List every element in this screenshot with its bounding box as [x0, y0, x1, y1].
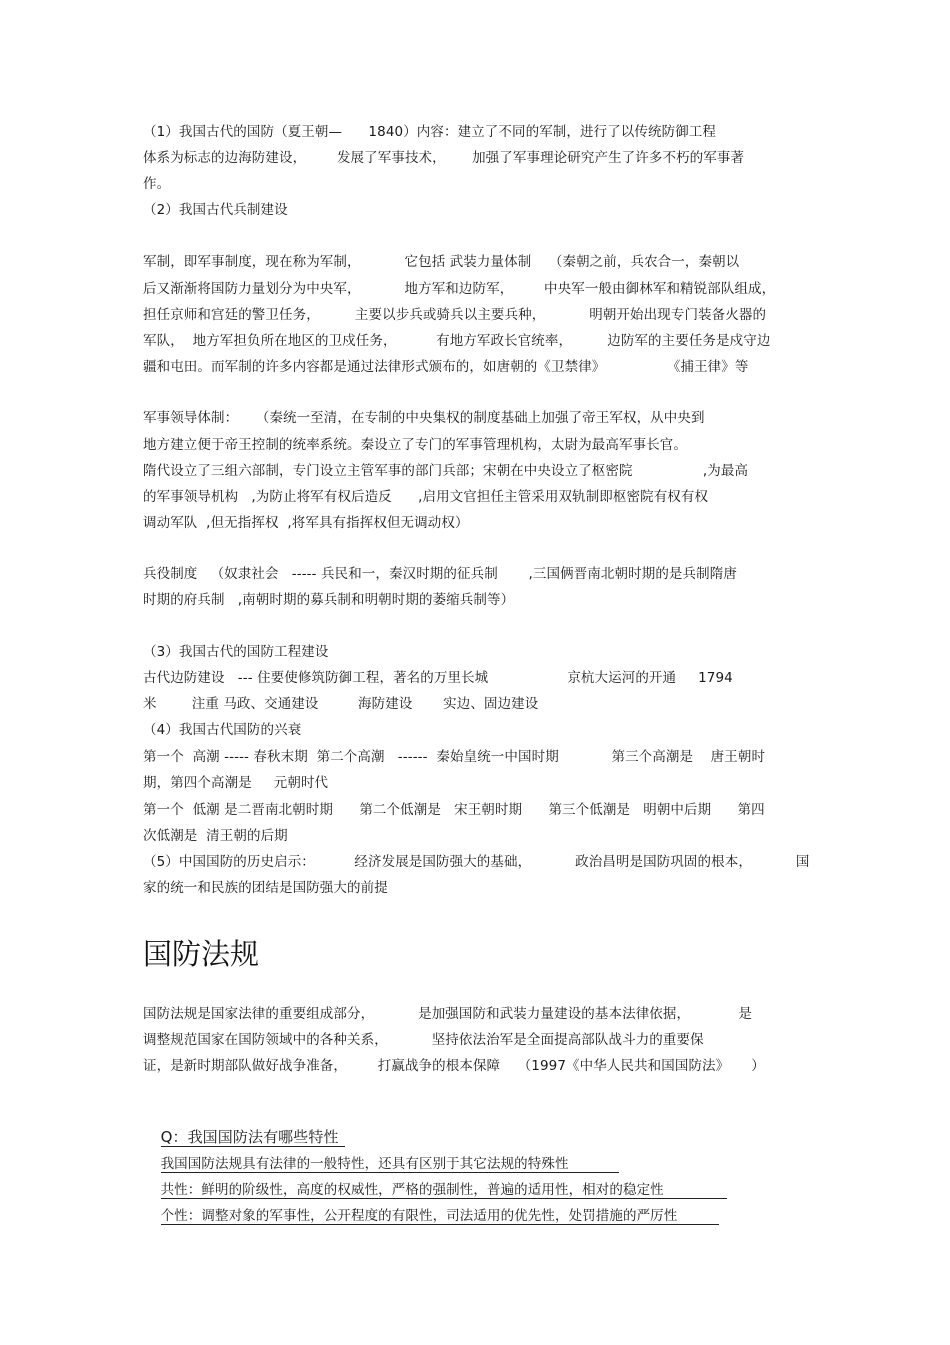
paragraph-line: 证，是新时期部队做好战争准备， 打赢战争的根本保障 （1997《中华人民共和国国防法》 ） [143, 1058, 765, 1074]
subheading-line: （4）我国古代国防的兴衰 [143, 722, 302, 738]
paragraph-line: 疆和屯田。而军制的许多内容都是通过法律形式颁布的，如唐朝的《卫禁律》 《捕王律》等 [143, 359, 749, 375]
answer-text: 个性：调整对象的军事性，公开程度的有限性，司法适用的优先性，处罚措施的严厉性 [160, 1208, 717, 1224]
subheading-line: （3）我国古代的国防工程建设 [143, 644, 329, 660]
subheading-line: （2）我国古代兵制建设 [143, 202, 288, 218]
section-heading: 国防法规 [143, 937, 260, 971]
paragraph-line: 地方建立便于帝王控制的统率系统。秦设立了专门的军事管理机构，太尉为最高军事长官。 [143, 437, 687, 453]
answer-text: 共性：鲜明的阶级性，高度的权威性，严格的强制性，普遍的适用性，相对的稳定性 [160, 1182, 726, 1198]
paragraph-line: 兵役制度 （奴隶社会 ----- 兵民和一，秦汉时期的征兵制 ,三国俩晋南北朝时期的是兵制隋唐 [143, 566, 737, 582]
paragraph-line: 次低潮是 清王朝的后期 [143, 828, 288, 844]
paragraph-line: 军事领导体制： （秦统一至清，在专制的中央集权的制度基础上加强了帝王军权，从中央到 [143, 410, 705, 426]
answer-line [143, 1186, 719, 1246]
paragraph-line: 调动军队 ,但无指挥权 ,将军具有指挥权但无调动权） [143, 515, 469, 531]
paragraph-line: 后又渐渐将国防力量划分为中央军， 地方军和边防军， 中央军一般由御林军和精锐部队组成， [143, 281, 776, 297]
paragraph-line: 米 注重 马政、交通建设 海防建设 实边、固边建设 [143, 696, 539, 712]
paragraph-line: （1）我国古代的国防（夏王朝— 1840）内容：建立了不同的军制，进行了以传统防御工程 [143, 124, 716, 140]
paragraph-line: 国防法规是国家法律的重要组成部分， 是加强国防和武装力量建设的基本法律依据， 是 [143, 1006, 753, 1022]
answer-text: 我国国防法规具有法律的一般特性，还具有区别于其它法规的特殊性 [160, 1156, 617, 1172]
question-text: Q：我国国防法有哪些特性 [160, 1128, 344, 1146]
paragraph-line: 隋代设立了三组六部制，专门设立主管军事的部门兵部；宋朝在中央设立了枢密院 ,为最高 [143, 463, 749, 479]
paragraph-line: 担任京师和宫廷的警卫任务， 主要以步兵或骑兵以主要兵种， 明朝开始出现专门装备火器的 [143, 307, 767, 323]
paragraph-line: 第一个 低潮 是二晋南北朝时期 第二个低潮是 宋王朝时期 第三个低潮是 明朝中后期 第四 [143, 802, 765, 818]
paragraph-line: 时期的府兵制 ,南朝时期的募兵制和明朝时期的萎缩兵制等） [143, 592, 515, 608]
paragraph-line: 作。 [143, 176, 171, 192]
paragraph-line: 期，第四个高潮是 元朝时代 [143, 775, 329, 791]
paragraph-line: 军制，即军事制度，现在称为军制， 它包括 武装力量体制 （秦朝之前，兵农合一，秦朝以 [143, 254, 740, 270]
paragraph-line: 第一个 高潮 ----- 春秋末期 第二个高潮 ------ 秦始皇统一中国时期 第三个高潮是 唐王朝时 [143, 749, 766, 765]
paragraph-line: 的军事领导机构 ,为防止将军有权后造反 ,启用文官担任主管采用双轨制即枢密院有权有权 [143, 489, 709, 505]
paragraph-line: 体系为标志的边海防建设， 发展了军事技术， 加强了军事理论研究产生了许多不朽的军事著 [143, 150, 745, 166]
paragraph-line: 军队， 地方军担负所在地区的卫戍任务， 有地方军政长官统率， 边防军的主要任务是戍守边 [143, 333, 771, 349]
paragraph-line: 调整规范国家在国防领域中的各种关系， 坚持依法治军是全面提高部队战斗力的重要保 [143, 1032, 704, 1048]
subheading-line: （5）中国国防的历史启示： 经济发展是国防强大的基础， 政治昌明是国防巩固的根本， 国 [143, 854, 810, 870]
paragraph-line: 家的统一和民族的团结是国防强大的前提 [143, 880, 388, 896]
paragraph-line: 古代边防建设 --- 住要使修筑防御工程，著名的万里长城 京杭大运河的开通 1794 [143, 670, 733, 686]
